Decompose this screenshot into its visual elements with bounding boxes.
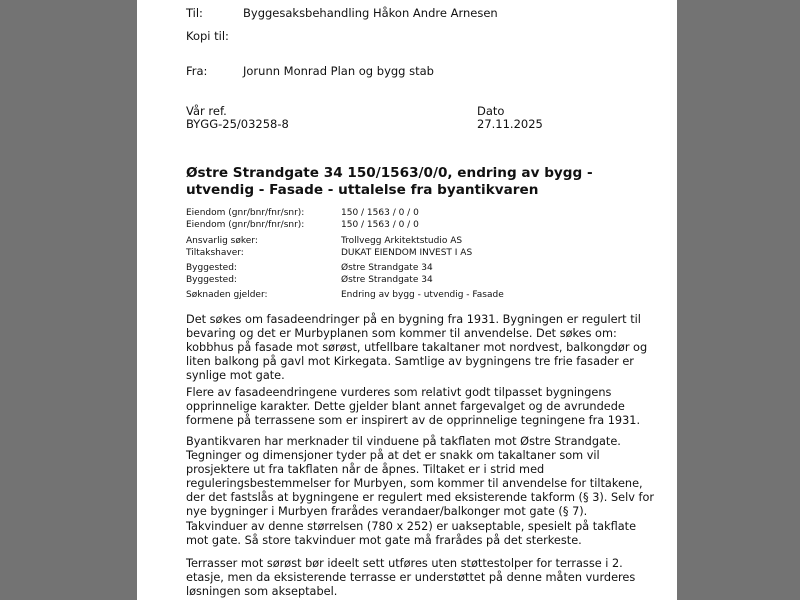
title-line-2: utvendig - Fasade - uttalelse fra byantikvaren <box>186 182 539 198</box>
paragraph-line: prosjektere ut fra takflaten når de åpnes. Tiltaket er i strid med <box>186 463 545 476</box>
date-value: 27.11.2025 <box>477 117 543 131</box>
property-value: 150 / 1563 / 0 / 0 <box>341 220 419 230</box>
property-label: Ansvarlig søker: <box>186 236 258 246</box>
paragraph-line: Terrasser mot sørøst bør ideelt sett utføres uten støttestolper for terrasse i 2. <box>186 557 623 570</box>
paragraph-line: der det fastslås at bygningene er regulert med eksisterende takform (§ 3). Selv for <box>186 491 655 504</box>
paragraph-line: kobbhus på fasade mot sørøst, utfellbare takaltaner mot nordvest, balkongdør og <box>186 341 648 354</box>
reference-label: Vår ref. <box>186 104 227 118</box>
paragraph-line: formene på terrassene som er inspirert av de opprinnelige tegningene fra 1931. <box>186 414 641 427</box>
property-label: Tiltakshaver: <box>186 248 244 258</box>
paragraph-line: løsningen som akseptabel. <box>186 585 338 598</box>
paragraph-line: opprinnelige karakter. Dette gjelder blant annet fargevalget og de avrundede <box>186 400 625 413</box>
date-label: Dato <box>477 104 505 118</box>
paragraph-line: Flere av fasadeendringene vurderes som relativt godt tilpasset bygningens <box>186 386 612 399</box>
body-paragraph <box>186 386 666 428</box>
paragraph-line: Tegninger og dimensjoner tyder på at det er snakk om takaltaner som vil <box>186 449 600 462</box>
paragraph-line: nye bygninger i Murbyen frarådes verandaer/balkonger mot gate (§ 7). <box>186 505 588 518</box>
property-value: Østre Strandgate 34 <box>341 275 433 285</box>
property-label: Byggested: <box>186 263 237 273</box>
paragraph-line: etasje, men da eksisterende terrasse er understøttet på denne måten vurderes <box>186 571 636 584</box>
property-value: 150 / 1563 / 0 / 0 <box>341 208 419 218</box>
document-page <box>137 0 677 600</box>
paragraph-line: Takvinduer av denne størrelsen (780 x 252) er uakseptable, spesielt på takflate <box>186 520 637 533</box>
from-value: Jorunn Monrad Plan og bygg stab <box>243 64 434 78</box>
property-label: Søknaden gjelder: <box>186 290 268 300</box>
property-label: Byggested: <box>186 275 237 285</box>
body-paragraph <box>186 435 666 519</box>
property-value: DUKAT EIENDOM INVEST I AS <box>341 248 473 258</box>
paragraph-line: bevaring og det er Murbyplanen som kommer til anvendelse. Det søkes om: <box>186 327 617 340</box>
reference-value: BYGG-25/03258-8 <box>186 117 289 131</box>
body-paragraph <box>186 313 666 383</box>
property-label: Eiendom (gnr/bnr/fnr/snr): <box>186 208 305 218</box>
title-line-1: Østre Strandgate 34 150/1563/0/0, endring av bygg - <box>186 165 593 181</box>
from-label: Fra: <box>186 64 208 78</box>
property-value: Endring av bygg - utvendig - Fasade <box>341 290 504 300</box>
to-value: Byggesaksbehandling Håkon Andre Arnesen <box>243 6 498 20</box>
paragraph-line: liten balkong på gavl mot Kirkegata. Samtlige av bygningens tre frie fasader er <box>186 355 634 368</box>
document-title <box>186 165 593 199</box>
paragraph-line: Det søkes om fasadeendringer på en bygning fra 1931. Bygningen er regulert til <box>186 313 641 326</box>
paragraph-line: Byantikvaren har merknader til vinduene på takflaten mot Østre Strandgate. <box>186 435 621 448</box>
body-paragraph <box>186 520 666 548</box>
paragraph-line: reguleringsbestemmelser for Murbyen, som kommer til anvendelse for tiltakene, <box>186 477 643 490</box>
paragraph-line: mot gate. Så store takvinduer mot gate må frarådes på det sterkeste. <box>186 534 582 547</box>
property-label: Eiendom (gnr/bnr/fnr/snr): <box>186 220 305 230</box>
paragraph-line: synlige mot gate. <box>186 369 285 382</box>
body-paragraph <box>186 557 666 599</box>
property-value: Trollvegg Arkitektstudio AS <box>341 236 463 246</box>
to-label: Til: <box>186 6 203 20</box>
cc-label: Kopi til: <box>186 29 229 43</box>
property-value: Østre Strandgate 34 <box>341 263 433 273</box>
